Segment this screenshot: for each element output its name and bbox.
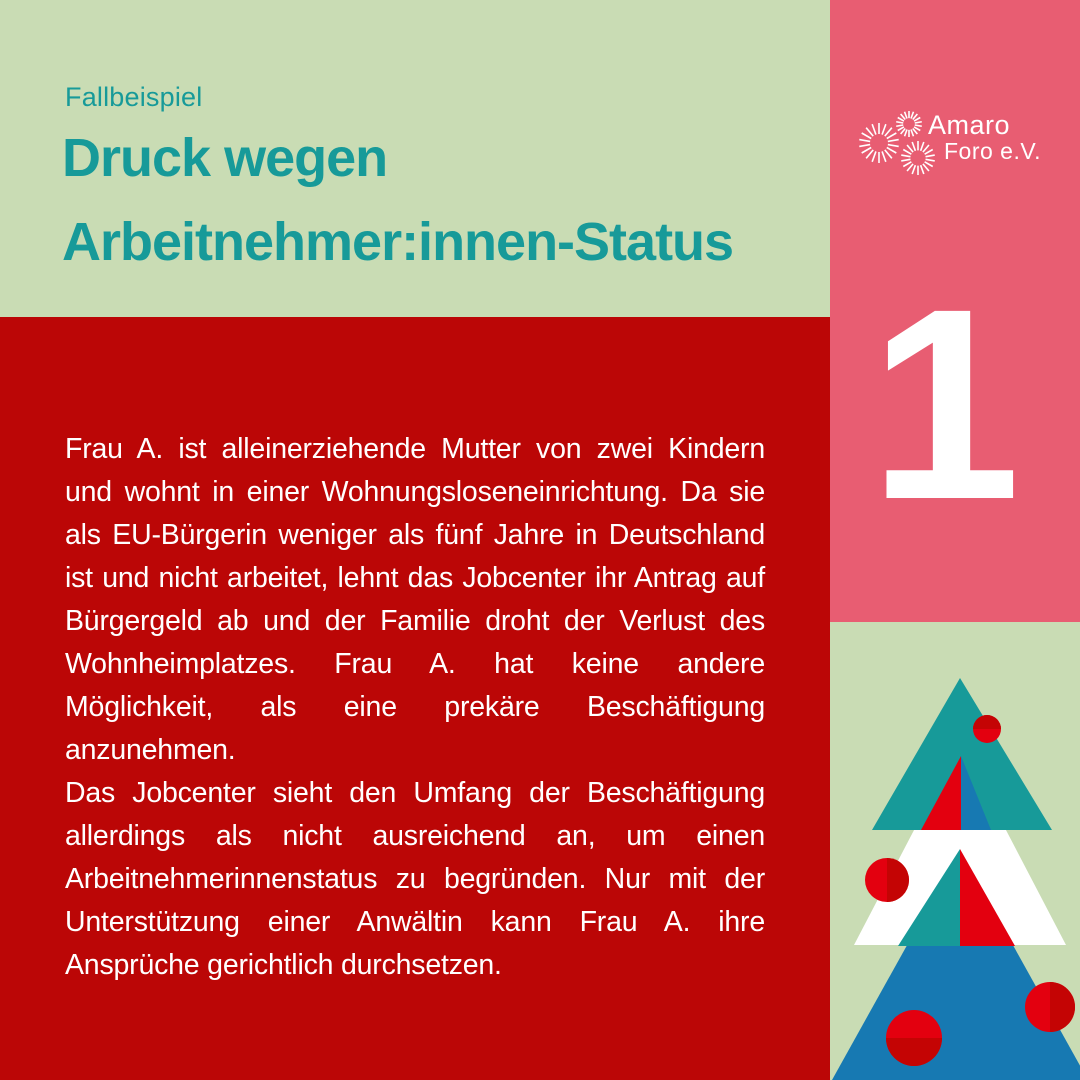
sunburst-large-icon [859,123,898,163]
number-panel [830,0,1080,622]
title-line-1: Druck wegen [62,128,388,188]
header-panel [0,0,830,317]
case-paragraph-1: Frau A. ist alleinerziehende Mutter von zwei Kindern und wohnt in einer Wohnungsloseneinrichtung. Da sie als EU-Bürgerin weniger als fünf Jahre in Deutschland ist und nicht arbeitet, lehnt das Jobcenter ihr Antrag auf Bürgergeld ab und der Familie droht der Verlust des Wohnheimplatzes. Frau A. hat keine andere Möglichkeit, als eine prekäre Beschäftigung anzunehmen. [65,433,765,766]
title-line-2: Arbeitnehmer:innen-Status [62,212,734,272]
sunburst-small-icon [896,111,922,137]
ornament-left [865,858,909,902]
page-title [62,116,733,284]
page-number: 1 [869,252,1021,556]
ornament-top [973,715,1001,743]
decoration-panel [830,622,1080,1080]
kicker-label: Fallbeispiel [65,82,203,112]
case-paragraph-2: Das Jobcenter sieht den Umfang der Beschäftigung allerdings als nicht ausreichend an, um einen Arbeitnehmerinnenstatus zu begründen. Nur mit der Unterstützung einer Anwältin kann Frau A. ihre Ansprüche gerichtlich durchsetzen. [65,777,765,981]
ornament-bottom [886,1010,942,1066]
logo-name-line-2: Foro e.V. [944,138,1041,164]
case-study-text [65,428,765,987]
christmas-tree-illustration [830,622,1080,1080]
sunburst-medium-icon [901,141,934,175]
ornament-right [1025,982,1075,1032]
logo-name-line-1: Amaro [928,110,1011,140]
case-study-panel [0,317,830,1080]
